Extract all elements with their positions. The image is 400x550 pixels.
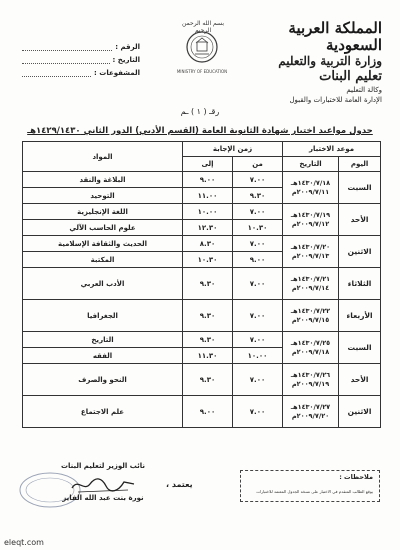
header-date: التاريخ <box>283 157 339 172</box>
to-cell: ٩.٣٠ <box>183 268 233 300</box>
to-cell: ١٠.٠٠ <box>183 204 233 220</box>
from-cell: ١٠.٣٠ <box>233 220 283 236</box>
notes-body: يوقع الطالب المتقدم في الاختبار على نسخة الجدول المعتمد للاختبارات <box>256 489 373 494</box>
to-cell: ٩.٠٠ <box>183 396 233 428</box>
table-row <box>23 172 381 188</box>
from-cell: ٧.٠٠ <box>233 332 283 348</box>
day-cell: الأحد <box>339 204 381 236</box>
signer-name: نورة بنت عبد الله الفايز <box>62 494 144 502</box>
document-title: جدول مواعيد اختبار شهادة الثانوية العامة (القسم الأدبي) الدور الثاني ١٤٢٩/١٤٣٠هـ <box>27 126 373 136</box>
from-cell: ٩.٣٠ <box>233 188 283 204</box>
from-cell: ٧.٠٠ <box>233 236 283 252</box>
department-name: الإدارة العامة للاختبارات والقبول <box>289 96 382 104</box>
to-cell: ٩.٣٠ <box>183 332 233 348</box>
basmala: بسم الله الرحمن الرحيم <box>181 20 225 34</box>
table-row <box>23 300 381 332</box>
to-cell: ١١.٠٠ <box>183 188 233 204</box>
day-cell: السبت <box>339 332 381 364</box>
date-cell: ١٤٣٠/٧/٢٥هـ ٢٠٠٩/٧/١٨م <box>283 332 339 364</box>
to-cell: ٨.٣٠ <box>183 236 233 252</box>
to-cell: ١٢.٣٠ <box>183 220 233 236</box>
from-cell: ٧.٠٠ <box>233 300 283 332</box>
day-cell: السبت <box>339 172 381 204</box>
exam-schedule-table <box>22 141 381 428</box>
subject-cell: اللغة الإنجليزية <box>23 204 183 220</box>
kingdom-name: المملكة العربية السعودية <box>288 19 382 54</box>
header-from: من <box>233 157 283 172</box>
header-day: اليوم <box>339 157 381 172</box>
ministry-emblem-icon <box>185 30 219 64</box>
notes-box <box>240 470 380 502</box>
subject-cell: المكتبة <box>23 252 183 268</box>
signature-icon <box>68 474 138 496</box>
subject-cell: علوم الحاسب الآلي <box>23 220 183 236</box>
to-cell: ٩.٣٠ <box>183 300 233 332</box>
header-subjects: المواد <box>23 142 183 172</box>
subject-cell: التاريخ <box>23 332 183 348</box>
date-label: التاريخ : <box>112 56 140 64</box>
subject-cell: التوحيد <box>23 188 183 204</box>
watermark: eleqt.com <box>4 538 44 547</box>
from-cell: ٩.٠٠ <box>233 252 283 268</box>
day-cell: الأحد <box>339 364 381 396</box>
from-cell: ٧.٠٠ <box>233 364 283 396</box>
from-cell: ٧.٠٠ <box>233 172 283 188</box>
date-cell: ١٤٣٠/٧/٢٦هـ ٢٠٠٩/٧/١٩م <box>283 364 339 396</box>
to-cell: ٩.٣٠ <box>183 364 233 396</box>
date-cell: ١٤٣٠/٧/٢٢هـ ٢٠٠٩/٧/١٥م <box>283 300 339 332</box>
subject-cell: الجغرافيا <box>23 300 183 332</box>
subject-cell: البلاغة والنقد <box>23 172 183 188</box>
table-row <box>23 268 381 300</box>
date-cell: ١٤٣٠/٧/٢١هـ ٢٠٠٩/٧/١٤م <box>283 268 339 300</box>
from-cell: ٧.٠٠ <box>233 204 283 220</box>
signer-title: نائب الوزير لتعليم البنات <box>60 462 146 470</box>
girls-education: تعليم البنات <box>319 69 382 84</box>
header-to: إلى <box>183 157 233 172</box>
date-cell: ١٤٣٠/٧/١٩هـ ٢٠٠٩/٧/١٢م <box>283 204 339 236</box>
from-cell: ٧.٠٠ <box>233 396 283 428</box>
header-exam-date: موعد الاختبار <box>283 142 381 157</box>
approved-label: يعتمد ، <box>166 480 193 489</box>
to-cell: ١١.٣٠ <box>183 348 233 364</box>
date-cell: ١٤٣٠/٧/٢٧هـ ٢٠٠٩/٧/٢٠م <box>283 396 339 428</box>
date-cell: ١٤٣٠/٧/١٨هـ ٢٠٠٩/٧/١١م <box>283 172 339 204</box>
day-cell: الأربعاء <box>339 300 381 332</box>
table-row <box>23 396 381 428</box>
number-label: الرقم : <box>115 43 140 51</box>
day-cell: الاثنين <box>339 236 381 268</box>
table-row <box>23 236 381 252</box>
attachments-label: المشفوعات : <box>94 69 140 77</box>
subject-cell: الحديث والثقافة الإسلامية <box>23 236 183 252</box>
subject-cell: النحو والصرف <box>23 364 183 396</box>
table-row <box>23 204 381 220</box>
table-row <box>23 332 381 348</box>
day-cell: الاثنين <box>339 396 381 428</box>
subject-cell: الأدب العربي <box>23 268 183 300</box>
from-cell: ١٠.٠٠ <box>233 348 283 364</box>
header-answer-time: زمن الإجابة <box>183 142 283 157</box>
from-cell: ٧.٠٠ <box>233 268 283 300</box>
emblem-caption: MINISTRY OF EDUCATION <box>176 69 228 74</box>
ministry-header <box>232 20 382 106</box>
to-cell: ٩.٠٠ <box>183 172 233 188</box>
date-cell: ١٤٣٠/٧/٢٠هـ ٢٠٠٩/٧/١٣م <box>283 236 339 268</box>
agency-name: وكالة التعليم <box>346 86 382 94</box>
reference-number: رقـ ( ١ ) ـم <box>180 107 220 116</box>
day-cell: الثلاثاء <box>339 268 381 300</box>
subject-cell: علم الاجتماع <box>23 396 183 428</box>
document-meta <box>22 38 140 77</box>
schedule-body <box>23 172 381 428</box>
subject-cell: الفقه <box>23 348 183 364</box>
notes-title: ملاحظات : <box>339 473 373 481</box>
to-cell: ١٠.٣٠ <box>183 252 233 268</box>
table-row <box>23 364 381 396</box>
ministry-name: وزارة التربية والتعليم <box>278 54 382 68</box>
